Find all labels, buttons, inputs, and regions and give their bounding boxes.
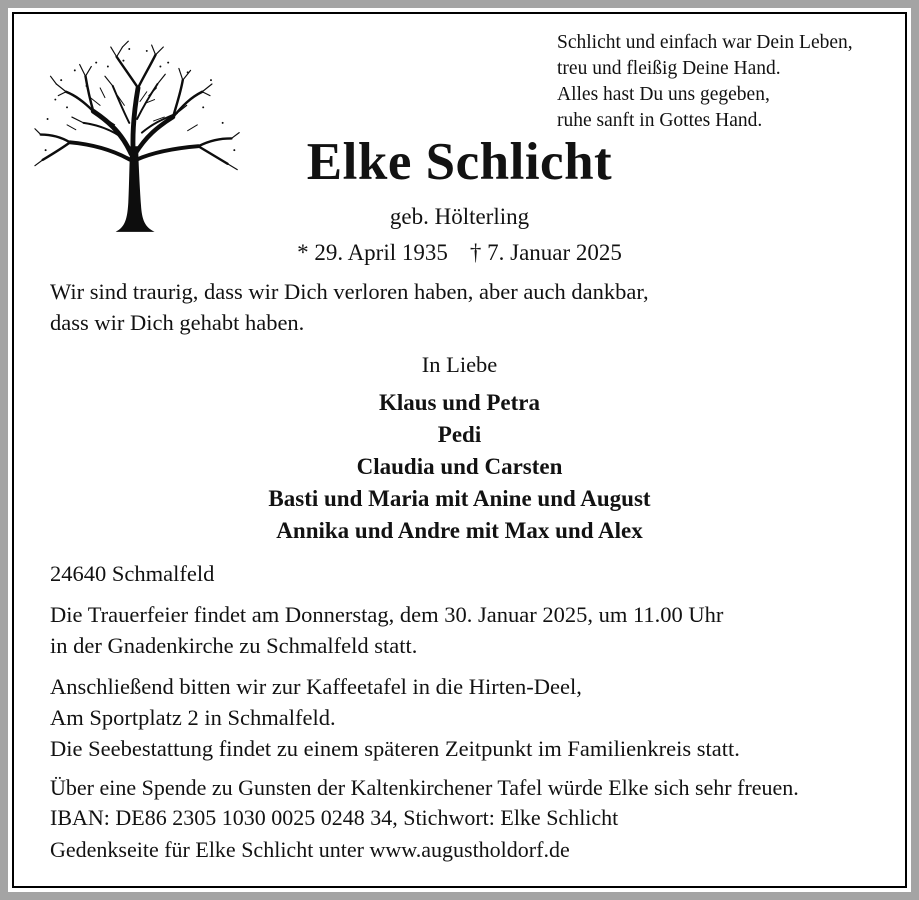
family-line: Basti und Maria mit Anine und August: [268, 486, 651, 511]
family-line: Claudia und Carsten: [356, 454, 563, 479]
reception-line: Anschließend bitten wir zur Kaffeetafel in die Hirten-Deel,: [50, 674, 582, 699]
funeral-line: in der Gnadenkirche zu Schmalfeld statt.: [50, 633, 418, 658]
deceased-name: Elke Schlicht: [306, 133, 613, 191]
death-date: † 7. Januar 2025: [469, 240, 622, 265]
notice-inner-frame: [12, 12, 907, 888]
donation-info: [50, 773, 799, 833]
sea-burial-info: Die Seebestattung findet zu einem späteren Zeitpunkt im Familienkreis statt.: [50, 736, 740, 761]
poem-line: ruhe sanft in Gottes Hand.: [557, 110, 763, 131]
condolence-line: Wir sind traurig, dass wir Dich verloren haben, aber auch dankbar,: [50, 279, 649, 304]
funeral-line: Die Trauerfeier findet am Donnerstag, dem 30. Januar 2025, um 11.00 Uhr: [50, 602, 724, 627]
maiden-name: geb. Hölterling: [389, 204, 530, 229]
poem-line: treu und fleißig Deine Hand.: [557, 58, 781, 79]
condolence-text: [50, 276, 649, 338]
donation-line: Über eine Spende zu Gunsten der Kaltenkirchener Tafel würde Elke sich sehr freuen.: [50, 775, 799, 800]
family-line: Pedi: [437, 422, 482, 447]
city-line: 24640 Schmalfeld: [50, 561, 215, 586]
reception-info: [50, 671, 582, 733]
poem-line: Alles hast Du uns gegeben,: [557, 84, 770, 105]
reception-line: Am Sportplatz 2 in Schmalfeld.: [50, 705, 336, 730]
birth-date: * 29. April 1935: [297, 240, 448, 265]
memorial-page-info: Gedenkseite für Elke Schlicht unter www.augustholdorf.de: [50, 837, 570, 862]
memorial-poem: [557, 30, 853, 134]
condolence-line: dass wir Dich gehabt haben.: [50, 310, 305, 335]
closing-salutation: In Liebe: [421, 352, 498, 377]
life-dates: [14, 240, 905, 266]
notice-card: [8, 8, 911, 892]
family-line: Klaus und Petra: [378, 390, 541, 415]
family-names: [14, 387, 905, 547]
donation-line: IBAN: DE86 2305 1030 0025 0248 34, Stichwort: Elke Schlicht: [50, 805, 619, 830]
funeral-info: [50, 599, 723, 661]
family-line: Annika und Andre mit Max und Alex: [276, 518, 643, 543]
poem-line: Schlicht und einfach war Dein Leben,: [557, 32, 853, 53]
